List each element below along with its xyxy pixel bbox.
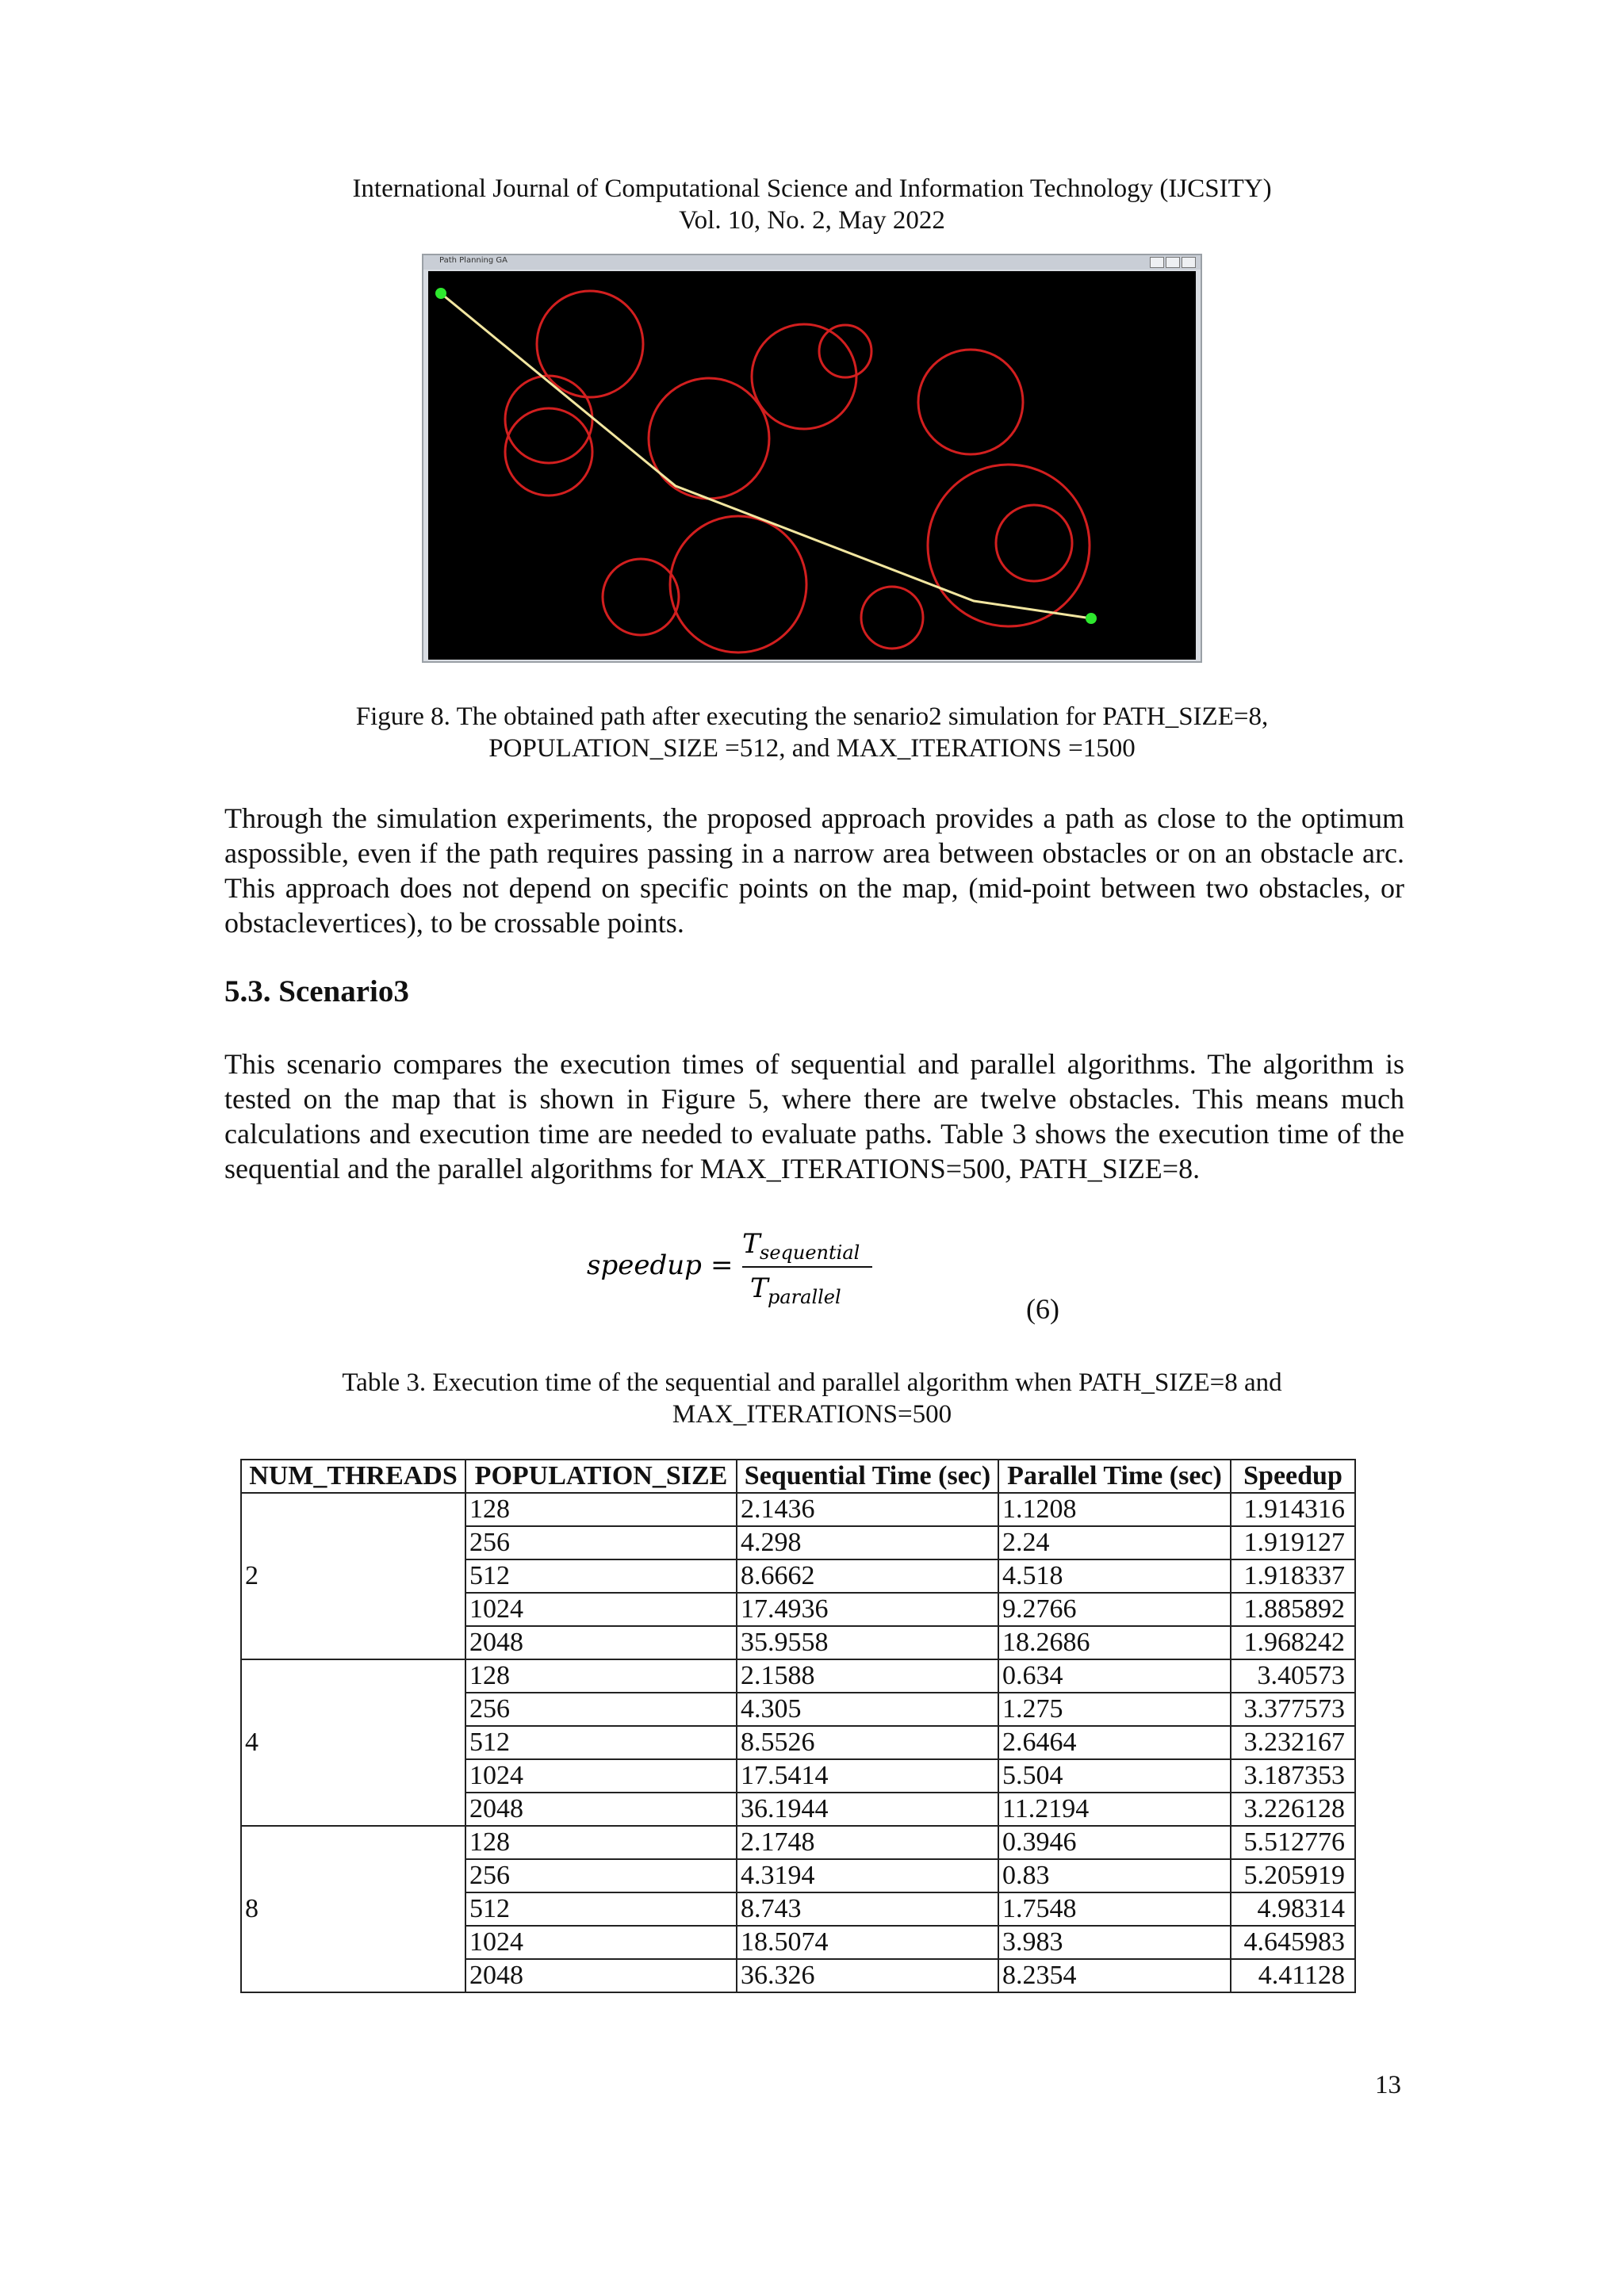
paragraph-simulation-results: Through the simulation experiments, the proposed approach provides a path as close to the optimum aspossible, even if the path requires passing in a narrow area between obstacles or on an obstacle arc. This approach does not depend on specific points on the map, (mid-point between two obstacles, or obstaclevertices), to be crossable points. [224, 802, 1404, 939]
speedup-cell: 1.885892 [1231, 1593, 1355, 1626]
equation-equals: = [710, 1249, 733, 1281]
map-background [428, 271, 1196, 660]
table-caption-line1: Table 3. Execution time of the sequential and parallel algorithm when PATH_SIZE=8 and [342, 1368, 1282, 1397]
population-cell: 256 [465, 1859, 737, 1892]
start-point [435, 288, 446, 299]
execution-time-table [240, 1459, 1356, 1993]
table-row [241, 1826, 1355, 1859]
equation-numerator-sub: sequential [760, 1242, 860, 1264]
sequential-cell: 4.298 [737, 1526, 998, 1559]
speedup-cell: 3.40573 [1231, 1659, 1355, 1693]
population-cell: 256 [465, 1526, 737, 1559]
sequential-cell: 8.5526 [737, 1726, 998, 1759]
parallel-cell: 2.6464 [998, 1726, 1231, 1759]
sequential-cell: 36.326 [737, 1959, 998, 1992]
maximize-icon [1166, 257, 1180, 268]
figure-caption-line1: Figure 8. The obtained path after executing the senario2 simulation for PATH_SIZE=8, [355, 702, 1269, 731]
speedup-cell: 1.968242 [1231, 1626, 1355, 1659]
header-sequential-time: Sequential Time (sec) [737, 1460, 998, 1493]
parallel-cell: 1.1208 [998, 1493, 1231, 1526]
threads-cell: 8 [241, 1826, 465, 1992]
parallel-cell: 11.2194 [998, 1793, 1231, 1826]
threads-cell: 4 [241, 1659, 465, 1826]
population-cell: 128 [465, 1493, 737, 1526]
equation-numerator-T: T [742, 1228, 760, 1260]
sequential-cell: 8.743 [737, 1892, 998, 1926]
figure-caption-line2: POPULATION_SIZE =512, and MAX_ITERATIONS =1500 [488, 734, 1136, 763]
close-icon [1182, 257, 1196, 268]
sequential-cell: 2.1436 [737, 1493, 998, 1526]
sequential-cell: 18.5074 [737, 1926, 998, 1959]
speedup-cell: 1.919127 [1231, 1526, 1355, 1559]
header-parallel-time: Parallel Time (sec) [998, 1460, 1231, 1493]
speedup-cell: 3.232167 [1231, 1726, 1355, 1759]
population-cell: 512 [465, 1559, 737, 1593]
journal-header-line2: Vol. 10, No. 2, May 2022 [679, 206, 945, 235]
header-speedup: Speedup [1231, 1460, 1355, 1493]
table-header-row [241, 1460, 1355, 1493]
table-row [241, 1659, 1355, 1693]
sequential-cell: 17.4936 [737, 1593, 998, 1626]
sequential-cell: 17.5414 [737, 1759, 998, 1793]
population-cell: 128 [465, 1659, 737, 1693]
table-row [241, 1493, 1355, 1526]
parallel-cell: 3.983 [998, 1926, 1231, 1959]
sequential-cell: 4.305 [737, 1693, 998, 1726]
parallel-cell: 0.634 [998, 1659, 1231, 1693]
speedup-cell: 4.98314 [1231, 1892, 1355, 1926]
sequential-cell: 4.3194 [737, 1859, 998, 1892]
speedup-cell: 3.187353 [1231, 1759, 1355, 1793]
parallel-cell: 9.2766 [998, 1593, 1231, 1626]
journal-header-line1: International Journal of Computational Science and Information Technology (IJCSITY) [352, 174, 1272, 203]
equation-denominator-sub: parallel [768, 1286, 841, 1308]
table-caption-line2: MAX_ITERATIONS=500 [672, 1400, 952, 1429]
speedup-cell: 4.41128 [1231, 1959, 1355, 1992]
paragraph-scenario3: This scenario compares the execution times of sequential and parallel algorithms. The algorithm is tested on the map that is shown in Figure 5, where there are twelve obstacles. This means much calculations and execution time are needed to evaluate paths. Table 3 shows the execution time of the sequential and the parallel algorithms for MAX_ITERATIONS=500, PATH_SIZE=8. [224, 1048, 1404, 1184]
equation-lhs: speedup [587, 1249, 702, 1281]
speedup-equation [587, 1221, 952, 1316]
speedup-cell: 4.645983 [1231, 1926, 1355, 1959]
population-cell: 128 [465, 1826, 737, 1859]
simulation-window [422, 254, 1202, 663]
parallel-cell: 0.3946 [998, 1826, 1231, 1859]
sequential-cell: 36.1944 [737, 1793, 998, 1826]
simulation-map [428, 271, 1196, 660]
figure-caption [0, 701, 1624, 764]
page-number: 13 [1375, 2071, 1401, 2099]
sequential-cell: 8.6662 [737, 1559, 998, 1593]
population-cell: 1024 [465, 1593, 737, 1626]
threads-cell: 2 [241, 1493, 465, 1659]
parallel-cell: 5.504 [998, 1759, 1231, 1793]
parallel-cell: 8.2354 [998, 1959, 1231, 1992]
population-cell: 2048 [465, 1959, 737, 1992]
sequential-cell: 2.1588 [737, 1659, 998, 1693]
equation-denominator-T: T [750, 1272, 768, 1304]
goal-point [1086, 613, 1097, 624]
parallel-cell: 1.275 [998, 1693, 1231, 1726]
population-cell: 512 [465, 1892, 737, 1926]
speedup-cell: 1.914316 [1231, 1493, 1355, 1526]
population-cell: 512 [465, 1726, 737, 1759]
journal-header [0, 173, 1624, 236]
population-cell: 256 [465, 1693, 737, 1726]
header-num-threads: NUM_THREADS [241, 1460, 465, 1493]
parallel-cell: 0.83 [998, 1859, 1231, 1892]
sequential-cell: 2.1748 [737, 1826, 998, 1859]
parallel-cell: 18.2686 [998, 1626, 1231, 1659]
table-caption [0, 1367, 1624, 1430]
sequential-cell: 35.9558 [737, 1626, 998, 1659]
speedup-cell: 5.205919 [1231, 1859, 1355, 1892]
parallel-cell: 2.24 [998, 1526, 1231, 1559]
parallel-cell: 1.7548 [998, 1892, 1231, 1926]
speedup-cell: 3.226128 [1231, 1793, 1355, 1826]
parallel-cell: 4.518 [998, 1559, 1231, 1593]
minimize-icon [1150, 257, 1164, 268]
population-cell: 1024 [465, 1759, 737, 1793]
window-controls [1150, 257, 1196, 268]
window-titlebar [423, 255, 1201, 270]
header-population-size: POPULATION_SIZE [465, 1460, 737, 1493]
population-cell: 1024 [465, 1926, 737, 1959]
window-title: Path Planning GA [439, 256, 508, 265]
speedup-cell: 3.377573 [1231, 1693, 1355, 1726]
speedup-cell: 1.918337 [1231, 1559, 1355, 1593]
population-cell: 2048 [465, 1793, 737, 1826]
population-cell: 2048 [465, 1626, 737, 1659]
section-heading: 5.3. Scenario3 [224, 974, 409, 1008]
equation-number: (6) [1026, 1293, 1059, 1325]
speedup-cell: 5.512776 [1231, 1826, 1355, 1859]
